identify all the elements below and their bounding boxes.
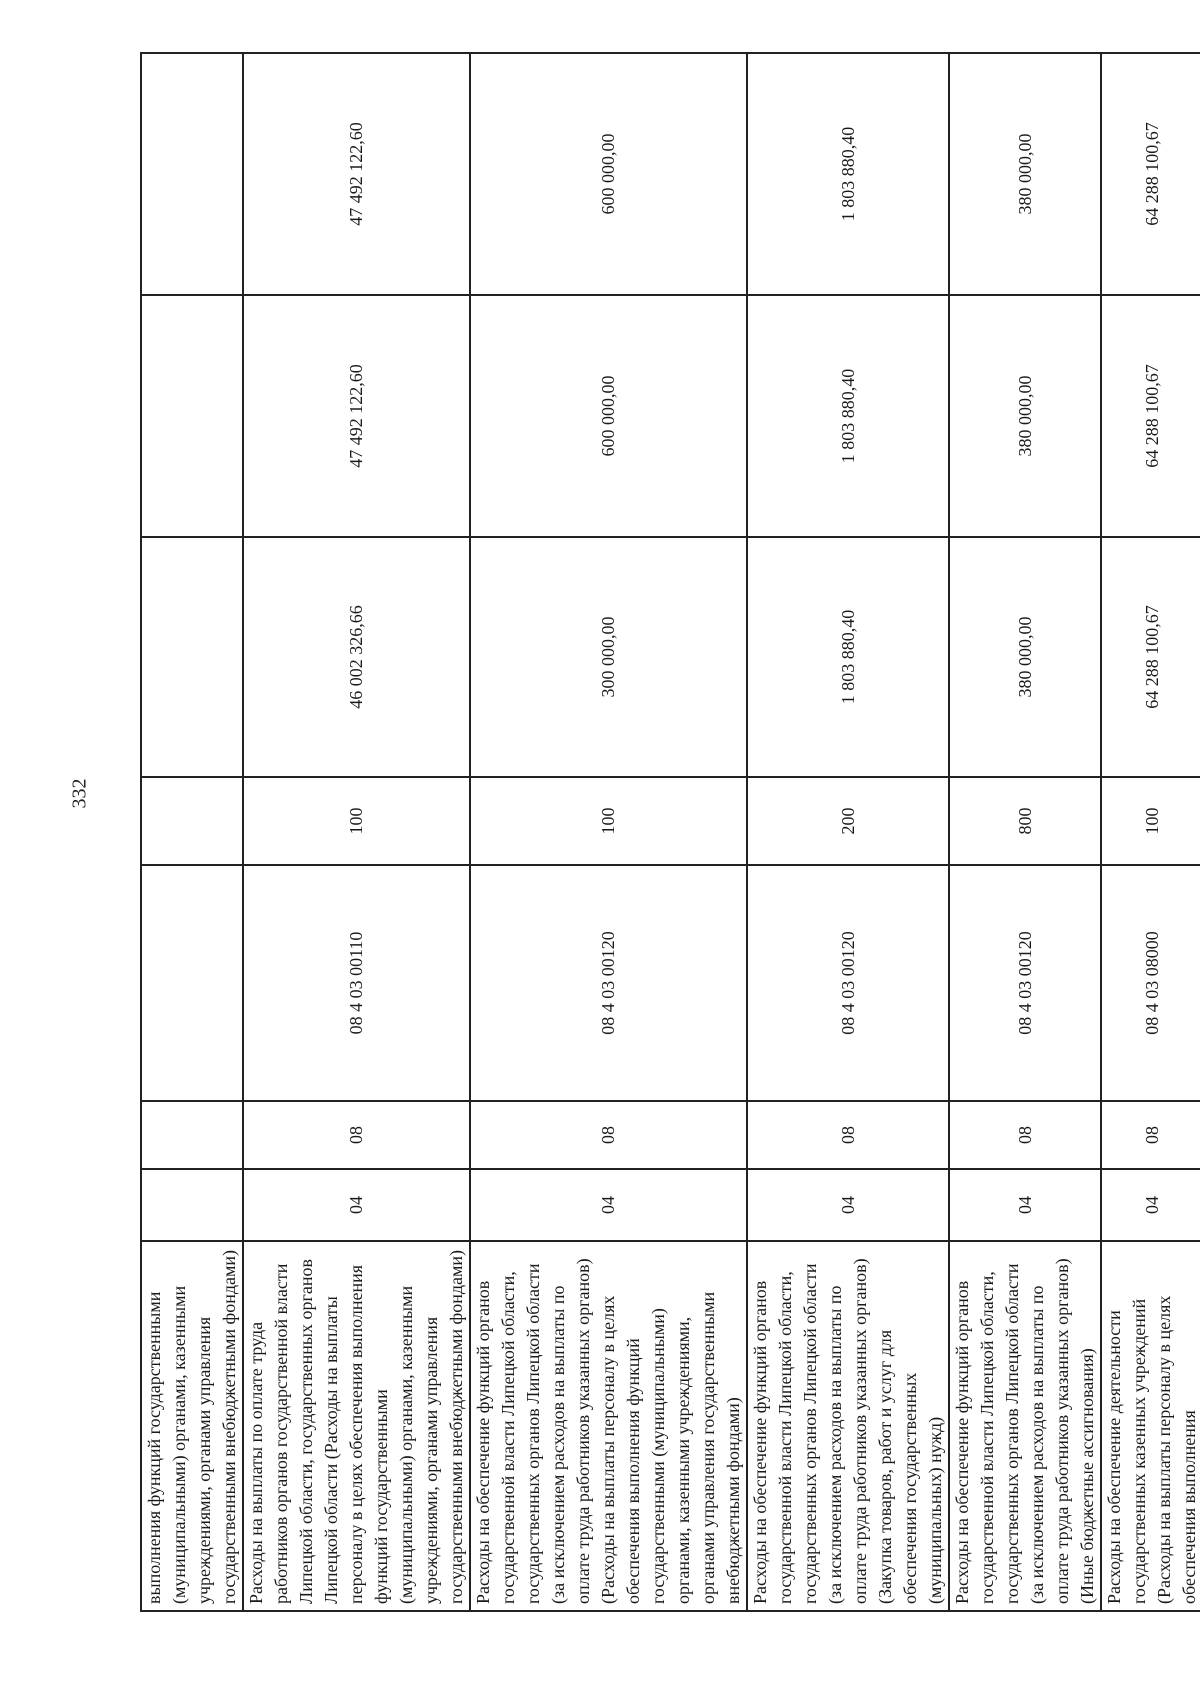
amount-year-2 xyxy=(141,295,243,537)
amount-year-3: 64 288 100,67 xyxy=(1101,53,1200,295)
amount-year-3: 47 492 122,60 xyxy=(243,53,470,295)
expense-type-code: 100 xyxy=(470,777,747,865)
subsection-code: 08 xyxy=(747,1101,949,1169)
section-code xyxy=(141,1169,243,1241)
section-code: 04 xyxy=(747,1169,949,1241)
row-description: Расходы на обеспечение функций органов государственной власти Липецкой области, государственных органов Липецкой области (за исключением расходов на выплаты по оплате труда работников указанных органов) (Расходы на выплаты персоналу в целях обеспечения выполнения функций государственными (муниципальными) органами, казенными учреждениями, органами управления государственными внебюджетными фондами) xyxy=(470,1241,747,1611)
target-article-code: 08 4 03 08000 xyxy=(1101,865,1200,1101)
row-description: Расходы на обеспечение деятельности государственных казенных учреждений (Расходы на выплаты персоналу в целях обеспечения выполнения xyxy=(1101,1241,1200,1611)
table-row xyxy=(747,53,949,1611)
row-description: Расходы на обеспечение функций органов государственной власти Липецкой области, государственных органов Липецкой области (за исключением расходов на выплаты по оплате труда работников указанных органов) (Закупка товаров, работ и услуг для обеспечения государственных (муниципальных) нужд) xyxy=(747,1241,949,1611)
expense-type-code: 100 xyxy=(243,777,470,865)
amount-year-2: 64 288 100,67 xyxy=(1101,295,1200,537)
amount-year-1: 300 000,00 xyxy=(470,537,747,777)
subsection-code: 08 xyxy=(1101,1101,1200,1169)
subsection-code: 08 xyxy=(470,1101,747,1169)
target-article-code: 08 4 03 00120 xyxy=(470,865,747,1101)
amount-year-3: 380 000,00 xyxy=(949,53,1101,295)
amount-year-1: 380 000,00 xyxy=(949,537,1101,777)
row-description: выполнения функций государственными (муниципальными) органами, казенными учреждениями, органами управления государственными внебюджетными фондами) xyxy=(141,1241,243,1611)
amount-year-3: 600 000,00 xyxy=(470,53,747,295)
table-row xyxy=(243,53,470,1611)
amount-year-2: 600 000,00 xyxy=(470,295,747,537)
expense-type-code: 800 xyxy=(949,777,1101,865)
expense-type-code: 200 xyxy=(747,777,949,865)
row-description: Расходы на выплаты по оплате труда работников органов государственной власти Липецкой области, государственных органов Липецкой области (Расходы на выплаты персоналу в целях обеспечения выполнения функций государственными (муниципальными) органами, казенными учреждениями, органами управления государственными внебюджетными фондами) xyxy=(243,1241,470,1611)
rotated-table-container xyxy=(140,54,1199,1612)
table-row xyxy=(1101,53,1200,1611)
target-article-code: 08 4 03 00110 xyxy=(243,865,470,1101)
section-code: 04 xyxy=(949,1169,1101,1241)
section-code: 04 xyxy=(243,1169,470,1241)
subsection-code xyxy=(141,1101,243,1169)
amount-year-1: 64 288 100,67 xyxy=(1101,537,1200,777)
amount-year-3: 1 803 880,40 xyxy=(747,53,949,295)
target-article-code: 08 4 03 00120 xyxy=(949,865,1101,1101)
page-number: 332 xyxy=(68,778,91,809)
amount-year-2: 1 803 880,40 xyxy=(747,295,949,537)
target-article-code xyxy=(141,865,243,1101)
amount-year-1: 46 002 326,66 xyxy=(243,537,470,777)
table-row xyxy=(470,53,747,1611)
expense-type-code: 100 xyxy=(1101,777,1200,865)
amount-year-3 xyxy=(141,53,243,295)
subsection-code: 08 xyxy=(949,1101,1101,1169)
amount-year-2: 47 492 122,60 xyxy=(243,295,470,537)
amount-year-1: 1 803 880,40 xyxy=(747,537,949,777)
amount-year-1 xyxy=(141,537,243,777)
table-row xyxy=(141,53,243,1611)
target-article-code: 08 4 03 00120 xyxy=(747,865,949,1101)
subsection-code: 08 xyxy=(243,1101,470,1169)
section-code: 04 xyxy=(470,1169,747,1241)
row-description: Расходы на обеспечение функций органов государственной власти Липецкой области, государственных органов Липецкой области (за исключением расходов на выплаты по оплате труда работников указанных органов) (Иные бюджетные ассигнования) xyxy=(949,1241,1101,1611)
table-row xyxy=(949,53,1101,1611)
budget-table xyxy=(140,52,1200,1612)
section-code: 04 xyxy=(1101,1169,1200,1241)
amount-year-2: 380 000,00 xyxy=(949,295,1101,537)
expense-type-code xyxy=(141,777,243,865)
